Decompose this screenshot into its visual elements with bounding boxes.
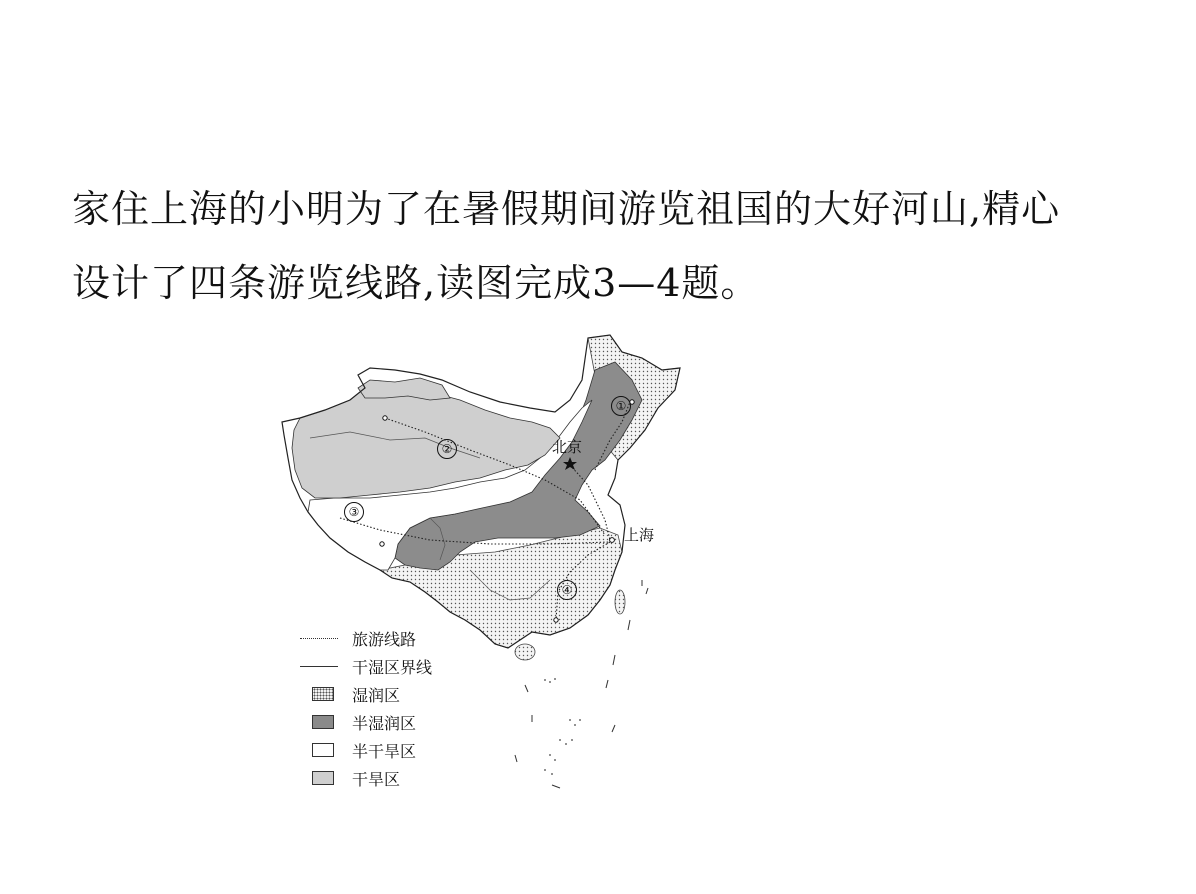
legend-label: 旅游线路 xyxy=(352,629,417,649)
semi-arid-swatch-icon xyxy=(312,743,334,757)
city-dot xyxy=(554,618,558,622)
legend-label: 湿润区 xyxy=(352,685,401,705)
legend-label: 干湿区界线 xyxy=(352,657,433,677)
solid-line-icon xyxy=(300,666,338,667)
dotted-line-icon xyxy=(300,638,338,639)
hainan-island xyxy=(515,644,535,660)
label-beijing: 北京 xyxy=(552,438,583,456)
south-sea-reef-dots xyxy=(544,678,581,775)
taiwan-island xyxy=(615,590,625,614)
map-legend xyxy=(300,624,500,792)
route-marker-3: ③ xyxy=(344,502,364,522)
shanghai-dot xyxy=(610,538,615,543)
arid-region-north xyxy=(358,378,450,400)
question-line-2: 设计了四条游览线路,读图完成3—4题。 xyxy=(72,261,760,305)
legend-item-humid xyxy=(300,680,500,708)
semi-humid-swatch-icon xyxy=(312,715,334,729)
label-shanghai: 上海 xyxy=(624,526,655,544)
legend-label: 半湿润区 xyxy=(352,713,417,733)
humid-swatch-icon xyxy=(312,687,334,701)
question-text xyxy=(72,172,1132,320)
legend-item-boundary xyxy=(300,652,500,680)
city-dot xyxy=(383,416,387,420)
route-marker-2: ② xyxy=(437,439,457,459)
arid-swatch-icon xyxy=(312,771,334,785)
route-marker-1: ① xyxy=(611,396,631,416)
city-dot xyxy=(380,542,384,546)
legend-item-arid xyxy=(300,764,500,792)
question-line-1: 家住上海的小明为了在暑假期间游览祖国的大好河山,精心 xyxy=(72,187,1061,231)
legend-label: 干旱区 xyxy=(352,769,401,789)
legend-item-semi-arid xyxy=(300,736,500,764)
legend-item-semi-humid xyxy=(300,708,500,736)
route-marker-4: ④ xyxy=(557,580,577,600)
legend-label: 半干旱区 xyxy=(352,741,417,761)
legend-item-route xyxy=(300,624,500,652)
